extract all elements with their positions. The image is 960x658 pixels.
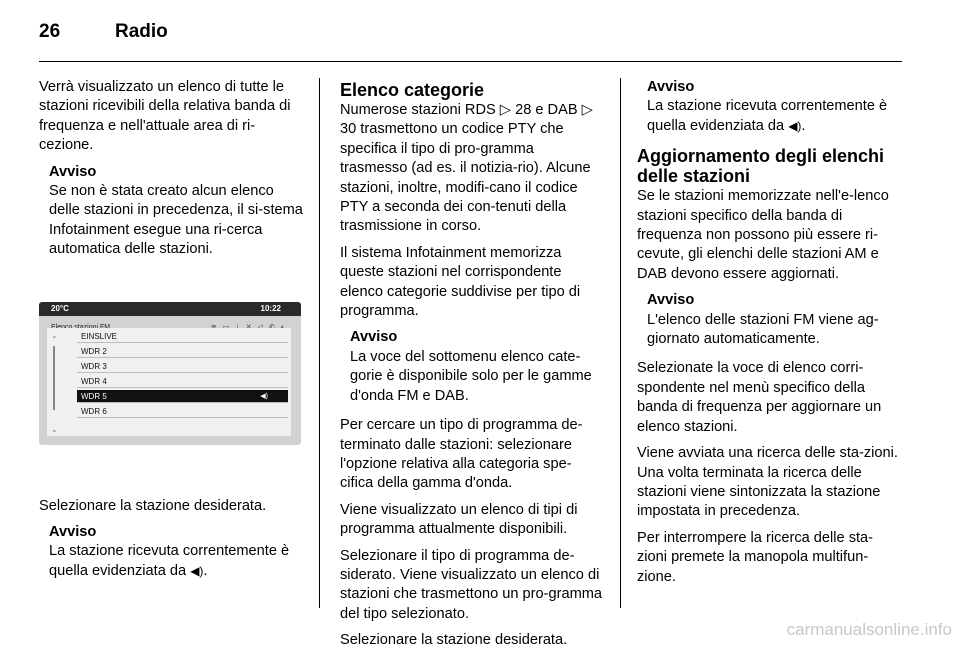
watermark: carmanualsonline.info (786, 620, 952, 639)
note-title: Avviso (350, 329, 398, 346)
display-top-bar (39, 302, 301, 316)
note-box (637, 291, 903, 349)
note-text: L'elenco delle stazioni FM viene ag-giornato automaticamente. (647, 311, 879, 348)
station-list (47, 328, 291, 436)
note-text: Se non è stata creato alcun elenco delle stazioni in precedenza, il si-stema Infotainment esegue una ri-cerca automatica delle stazioni. (49, 183, 303, 258)
note-title: Avviso (647, 292, 695, 309)
scrollbar (53, 346, 55, 410)
paragraph: Numerose stazioni RDS ▷ 28 e DAB ▷ 30 trasmettono un codice PTY che specifica il tipo di pro-gramma trasmesso (ad es. il notizia-rio). Alcune stazioni, inoltre, modifi-cano il codice PTY a seconda dei con-tenuti della trasmissione in corso. (340, 102, 593, 235)
station-row: WDR 3 (77, 360, 288, 373)
section-heading: Elenco categorie (340, 80, 485, 100)
speaker-icon: ◀) (190, 563, 204, 578)
section-title: Radio (115, 21, 168, 42)
column-3 (637, 78, 903, 594)
page-number: 26 (39, 21, 61, 42)
column-1 (39, 78, 304, 591)
station-row-selected (77, 390, 288, 403)
station-row: WDR 6 (77, 405, 288, 418)
paragraph: Viene visualizzato un elenco di tipi di programma attualmente disponibili. (340, 501, 578, 538)
arrow-right-icon: ▷ (499, 102, 512, 118)
paragraph: Per interrompere la ricerca delle sta-zioni premete la manopola multifun-zione. (637, 529, 874, 585)
clock: 10:22 (260, 303, 281, 313)
temperature: 20°C (51, 303, 69, 313)
chevron-up-icon: ⌃ (51, 334, 58, 344)
paragraph: Selezionare il tipo di programma de-siderato. Viene visualizzato un elenco di stazioni che trasmettono un pro-gramma del tipo selezionato. (340, 547, 602, 622)
display (39, 302, 301, 445)
paragraph: Selezionare la stazione desiderata. (340, 632, 568, 649)
paragraph: Per cercare un tipo di programma de-terminato dalle stazioni: selezionare l'opzione relativa alla categoria spe-cifica della gamma d'onda. (340, 417, 583, 492)
station-row: WDR 2 (77, 345, 288, 358)
paragraph: Selezionare la stazione desiderata. (39, 497, 267, 514)
chevron-down-icon: ⌄ (51, 424, 58, 434)
paragraph: Viene avviata una ricerca delle sta-zioni. Una volta terminata la ricerca delle stazioni viene sintonizzata la stazione impostata in precedenza. (637, 445, 898, 520)
station-row: EINSLIVE (77, 330, 288, 343)
note-text: La stazione ricevuta correntemente è quella evidenziata da ◀). (49, 543, 290, 579)
note-box (340, 328, 604, 406)
note-text: La voce del sottomenu elenco cate-gorie è disponibile solo per le gamme d'onda FM e DAB. (350, 348, 592, 404)
station-row: WDR 4 (77, 375, 288, 388)
page-header (0, 0, 960, 62)
paragraph: Il sistema Infotainment memorizza queste stazioni nel corrispondente elenco categorie suddivise per tipo di programma. (340, 244, 581, 320)
header-rule (39, 61, 902, 62)
note-title: Avviso (647, 79, 695, 95)
note-box (39, 163, 304, 260)
note-title: Avviso (49, 163, 97, 180)
note-text: La stazione ricevuta correntemente è quella evidenziata da ◀). (647, 98, 888, 134)
arrow-right-icon: ▷ (581, 102, 593, 118)
paragraph: Selezionate la voce di elenco corri-spondente nel menù specifico della banda di frequenza per aggiornare un elenco stazioni. (637, 360, 882, 435)
infotainment-screen-image (39, 270, 301, 485)
speaker-icon: ◀) (788, 118, 802, 133)
paragraph: Verrà visualizzato un elenco di tutte le stazioni ricevibili della relativa banda di frequenza e nell'attuale area di ri-cezione. (39, 79, 291, 154)
note-title: Avviso (49, 524, 97, 541)
paragraph: Se le stazioni memorizzate nell'e-lenco stazioni specifico della banda di frequenza non possono più essere ri-cevute, gli elenchi delle stazioni AM e DAB devono essere aggiornati. (637, 188, 889, 282)
note-box (39, 523, 304, 581)
column-2 (340, 78, 604, 658)
speaker-icon: ◀) (260, 392, 268, 400)
note-box (637, 78, 903, 136)
column-divider-2 (620, 78, 621, 608)
station-label: WDR 5 (81, 391, 107, 401)
section-heading: Aggiornamento degli elenchi delle stazioni (637, 146, 885, 187)
column-divider-1 (319, 78, 320, 608)
